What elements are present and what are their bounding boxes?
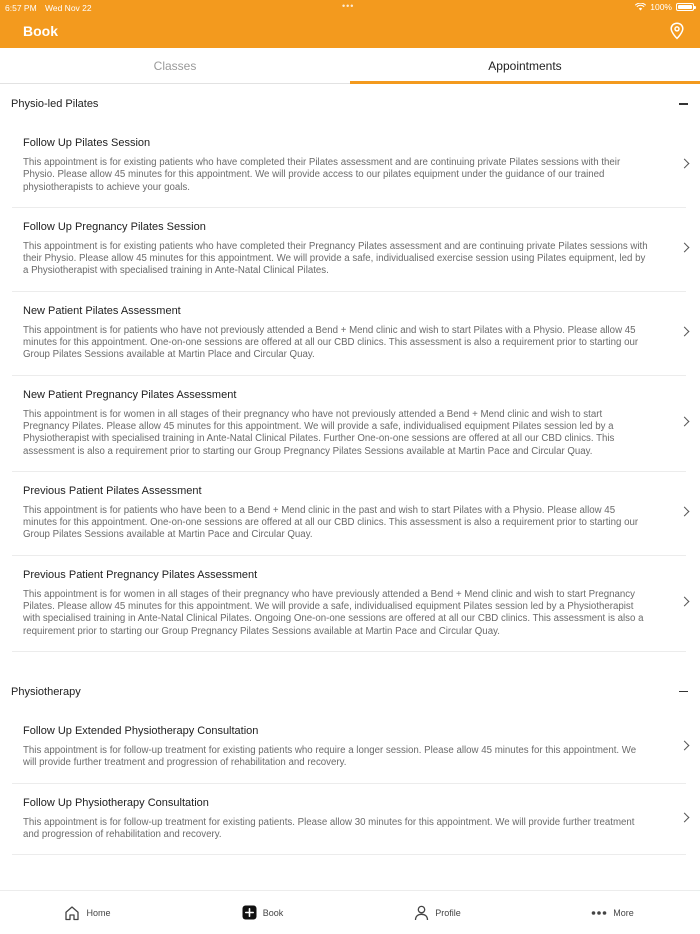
item-title: Follow Up Pilates Session [23, 137, 151, 149]
list-item[interactable] [12, 556, 686, 652]
bottom-tab-bar [0, 890, 700, 934]
nav-home[interactable] [0, 891, 175, 934]
item-description: This appointment is for patients who have not previously attended a Bend + Mend clinic and wish to start Pilates with a Physio. Please allow 45 minutes for this appointment. One-on-one sessions are offered at all our CBD clinics. This assessment is also a requirement prior to starting our Group Pilates Sessions available at Martin Place and Circular Quay. [23, 324, 639, 361]
nav-profile[interactable] [350, 891, 525, 934]
status-time: 6:57 PM [5, 3, 37, 13]
plus-square-icon [242, 905, 257, 920]
chevron-right-icon [680, 159, 690, 169]
item-title: Previous Patient Pilates Assessment [23, 484, 202, 497]
battery-percent: 100% [650, 2, 672, 12]
nav-profile-label: Profile [435, 907, 461, 918]
item-description: This appointment is for existing patients who have completed their Pilates assessment and are continuing private Pilates sessions with their Physio. Please allow 45 minutes for this appointment. We will provide access to our pilates equipment under the guidance of our trained physiotherapists to achieve your goals. [23, 157, 621, 193]
nav-book[interactable] [175, 891, 350, 934]
list-item[interactable] [12, 208, 686, 292]
item-title: Follow Up Extended Physiotherapy Consultation [23, 724, 259, 737]
chevron-right-icon [680, 327, 690, 337]
list-item[interactable] [12, 124, 686, 208]
status-date: Wed Nov 22 [45, 3, 92, 13]
section-spacer [0, 652, 700, 672]
section-title: Physio-led Pilates [11, 98, 99, 110]
location-pin-icon[interactable] [669, 22, 685, 40]
status-right [635, 2, 694, 12]
item-title: Previous Patient Pregnancy Pilates Assessment [23, 568, 258, 581]
chevron-right-icon [680, 812, 690, 822]
chevron-right-icon [680, 417, 690, 427]
nav-book-label: Book [262, 907, 284, 918]
item-title: Follow Up Pregnancy Pilates Session [23, 220, 206, 233]
page-title: Book [23, 23, 58, 39]
section-header-physiotherapy[interactable] [0, 672, 700, 712]
item-description: This appointment is for women in all stages of their pregnancy who have not previously attended a Bend + Mend clinic and wish to start Pregnancy Pilates. Please allow 45 minutes for this appointment. We will provide a safe, individualised equipment Pilates session led by a Physiotherapist with specialised training in Ante-Natal Clinical Pilates. Further One-on-one sessions are offered at all our CBD clinics. This assessment is also a requirement prior to starting our Group Pregnancy Pilates Sessions available at Martin Pace and Circular Quay. [23, 408, 615, 457]
segment-tabs [0, 48, 700, 84]
more-dots-icon [591, 910, 607, 916]
list-item[interactable] [12, 376, 686, 472]
item-title: New Patient Pregnancy Pilates Assessment [23, 388, 237, 401]
item-description: This appointment is for patients who have been to a Bend + Mend clinic in the past and wish to start Pilates with a Physio. Please allow 45 minutes for this appointment. One-on-one sessions are offered at all our CBD clinics. This assessment is also a requirement prior to starting our Group Pilates Sessions available at Martin Pace and Circular Quay. [23, 504, 639, 541]
wifi-icon [635, 3, 646, 11]
battery-icon [676, 3, 694, 11]
status-bar [0, 0, 700, 14]
tab-classes[interactable]: Classes [153, 59, 197, 73]
item-title: Follow Up Physiotherapy Consultation [23, 796, 209, 809]
section-title: Physiotherapy [11, 685, 81, 698]
collapse-icon[interactable] [679, 103, 688, 105]
nav-home-label: Home [86, 907, 111, 918]
person-icon [414, 905, 429, 921]
app-header [0, 0, 700, 48]
item-title: New Patient Pilates Assessment [23, 304, 181, 317]
item-description: This appointment is for follow-up treatment for existing patients who require a longer session. Please allow 45 minutes for this appointment. We will provide further treatment and progression of rehabilitation and recovery. [23, 744, 637, 769]
collapse-icon[interactable] [679, 691, 688, 693]
chevron-right-icon [680, 507, 690, 517]
appointment-list[interactable] [0, 84, 700, 890]
nav-more-label: More [613, 907, 634, 918]
nav-more[interactable] [525, 891, 700, 934]
multitasking-dots-icon[interactable]: ••• [342, 1, 355, 11]
chevron-right-icon [680, 243, 690, 253]
chevron-right-icon [680, 597, 690, 607]
section-header-physio-led-pilates[interactable] [0, 84, 700, 124]
list-item[interactable] [12, 784, 686, 856]
tab-appointments[interactable]: Appointments [350, 48, 700, 83]
item-description: This appointment is for existing patients who have completed their Pregnancy Pilates assessment and are continuing private Pilates sessions with their Physio. Please allow 45 minutes for this appointment. We will provide a safe, individualised exercise session using Pilates equipment, led by a Physiotherapist with specialised training in Ante-Natal Clinical Pilates. [23, 240, 648, 277]
list-item[interactable] [12, 472, 686, 556]
home-icon [64, 905, 80, 921]
item-description: This appointment is for women in all stages of their pregnancy who have previously attended a Bend + Mend clinic and wish to start Pregnancy Pilates. Please allow 45 minutes for this appointment. We will provide a safe, individualised equipment Pilates session led by a Physiotherapist with specialised training in Ante-Natal Clinical Pilates. Ongoing One-on-one sessions are offered at all our CBD clinics. This assessment is also a requirement prior to starting our Group Pregnancy Pilates Sessions available at Martin Pace and Circular Quay. [23, 588, 644, 637]
chevron-right-icon [680, 741, 690, 751]
list-item[interactable] [12, 712, 686, 784]
item-description: This appointment is for follow-up treatment for existing patients. Please allow 30 minutes for this appointment. We will provide further treatment and progression of rehabilitation and recovery. [23, 816, 635, 840]
list-item[interactable] [12, 292, 686, 376]
